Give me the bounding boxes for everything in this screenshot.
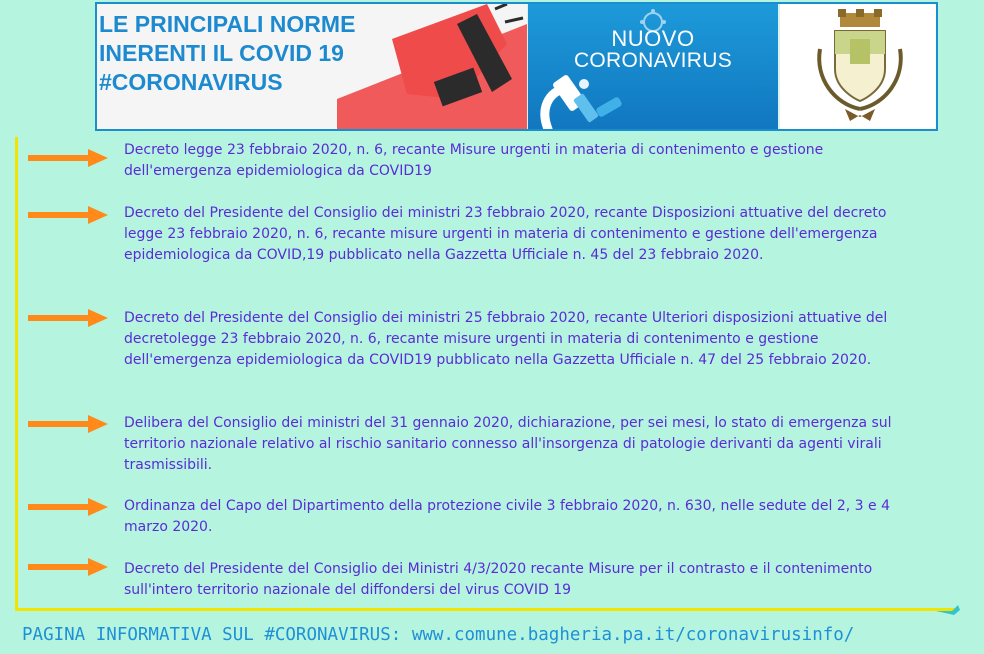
arrow-right-icon <box>28 307 110 329</box>
arrow-right-icon <box>28 204 110 226</box>
arrow-right-icon <box>28 413 110 435</box>
coronavirus-label: CORONAVIRUS <box>573 49 733 72</box>
norm-text: Delibera del Consiglio dei ministri del 31 gennaio 2020, dichiarazione, per sei mesi, lo stato di emergenza sul territorio nazionale relativo al rischio sanitario connesso all'insorgenza di patologie derivanti da agenti virali trasmissibili. <box>124 415 892 473</box>
arrow-right-icon <box>28 556 110 578</box>
banner-title: LE PRINCIPALI NORME INERENTI IL COVID 19 #CORONAVIRUS <box>99 11 356 95</box>
norm-text: Decreto del Presidente del Consiglio dei ministri 25 febbraio 2020, recante Ulteriori disposizioni attuative del decretolegge 23 febbraio 2020, n. 6, recante misure urgenti in materia di contenimento e gestione dell'emergenza epidemiologica da COVID19 pubblicato nella Gazzetta Ufficiale n. 47 del 25 febbraio 2020. <box>124 310 888 368</box>
norm-text: Decreto del Presidente del Consiglio dei ministri 23 febbraio 2020, recante Disposizioni attuative del decreto legge 23 febbraio 2020, n. 6, recante misure urgenti in materia di contenimento e gestione dell'emergenza epidemiologica da COVID‚19 pubblicato nella Gazzetta Ufficiale n. 45 del 23 febbraio 2020. <box>124 205 887 263</box>
norm-text: Decreto del Presidente del Consiglio dei Ministri 4/3/2020 recante Misure per il contrasto e il contenimento sull'intero territorio nazionale del diffondersi del virus COVID 19 <box>124 561 873 598</box>
norm-text: Ordinanza del Capo del Dipartimento della protezione civile 3 febbraio 2020, n. 630, nelle sedute del 2, 3 e 4 marzo 2020. <box>124 498 890 535</box>
arrow-right-icon <box>28 147 110 169</box>
norm-text: Decreto legge 23 febbraio 2020, n. 6, recante Misure urgenti in materia di contenimento e gestione dell'emergenza epidemiologica da COVID19 <box>124 142 824 179</box>
nuovo-label: NUOVO <box>611 26 695 51</box>
footer-info-link[interactable]: PAGINA INFORMATIVA SUL #CORONAVIRUS: www.comune.bagheria.pa.it/coronavirusinfo/ <box>22 625 855 645</box>
arrow-right-icon <box>28 496 110 518</box>
